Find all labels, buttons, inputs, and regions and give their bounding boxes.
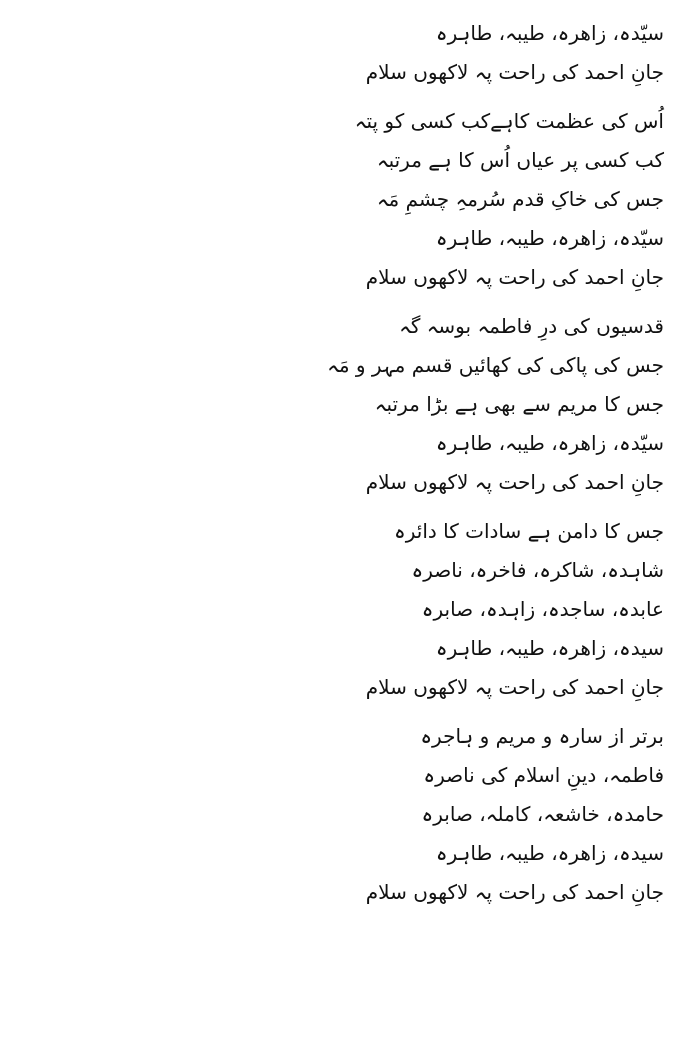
poem-line: جس کا دامن ہے سادات کا دائرہ <box>394 519 664 543</box>
poem <box>24 14 664 922</box>
poem-refrain-line: جانِ احمد کی راحت پہ لاکھوں سلام <box>365 880 664 904</box>
stanza-1 <box>24 14 664 92</box>
poem-line: اُس کی عظمت کاہےکب کسی کو پتہ <box>354 109 664 133</box>
poem-refrain-line: جانِ احمد کی راحت پہ لاکھوں سلام <box>365 60 664 84</box>
poem-line: برتر از سارہ و مریم و ہاجرہ <box>420 724 664 748</box>
poem-line: قدسیوں کی درِ فاطمہ بوسہ گہ <box>399 314 664 338</box>
stanza-2 <box>24 102 664 297</box>
poem-line: سیّدہ، زاھرہ، طیبہ، طاہرہ <box>435 226 664 250</box>
poem-line: سیّدہ، زاھرہ، طیبہ، طاہرہ <box>435 431 664 455</box>
poem-line: سیدہ، زاھرہ، طیبہ، طاہرہ <box>435 841 664 865</box>
poem-line: سیدہ، زاھرہ، طیبہ، طاہرہ <box>435 636 664 660</box>
poem-line: کب کسی پر عیاں اُس کا ہے مرتبہ <box>376 148 664 172</box>
poem-line: جس کی پاکی کی کھائیں قسم مہر و مَہ <box>327 353 664 377</box>
poem-line: سیّدہ، زاھرہ، طیبہ، طاہرہ <box>435 21 664 45</box>
stanza-3 <box>24 307 664 502</box>
poem-refrain-line: جانِ احمد کی راحت پہ لاکھوں سلام <box>365 675 664 699</box>
poem-line: شاہدہ، شاکرہ، فاخرہ، ناصرہ <box>411 558 664 582</box>
poem-refrain-line: جانِ احمد کی راحت پہ لاکھوں سلام <box>365 470 664 494</box>
stanza-5 <box>24 717 664 912</box>
poem-line: عابدہ، ساجدہ، زاہدہ، صابرہ <box>421 597 664 621</box>
poem-refrain-line: جانِ احمد کی راحت پہ لاکھوں سلام <box>365 265 664 289</box>
poem-line: حامدہ، خاشعہ، کاملہ، صابرہ <box>421 802 664 826</box>
poem-line: جس کی خاکِ قدم سُرمہِ چشمِ مَہ <box>376 187 664 211</box>
poem-line: جس کا مریم سے بھی ہے بڑا مرتبہ <box>374 392 664 416</box>
stanza-4 <box>24 512 664 707</box>
poem-line: فاطمہ، دینِ اسلام کی ناصرہ <box>423 763 664 787</box>
